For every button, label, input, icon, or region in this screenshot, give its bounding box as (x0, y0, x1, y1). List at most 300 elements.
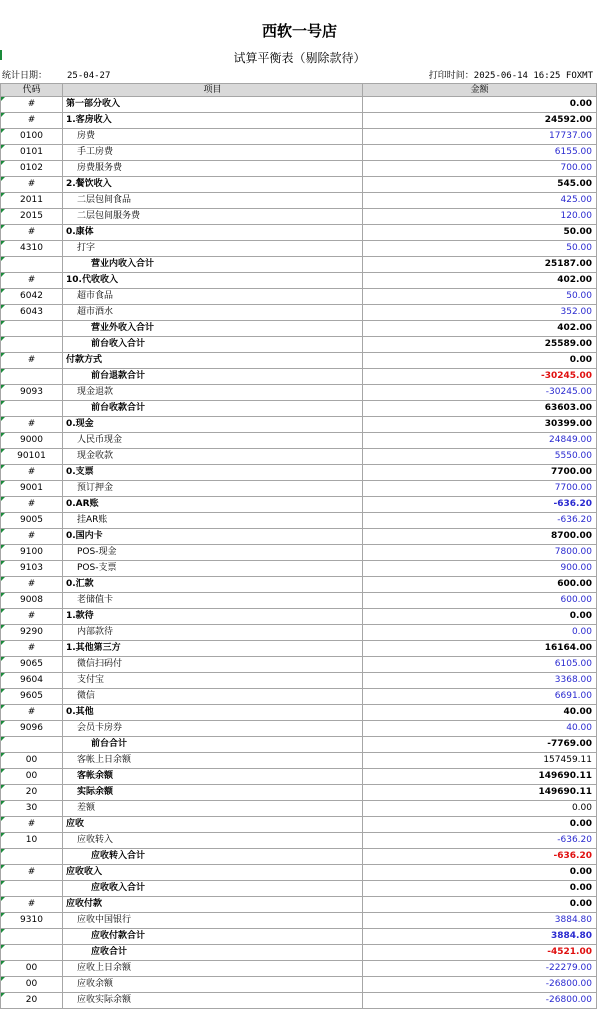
row-amount: 24592.00 (363, 113, 597, 129)
cell-marker-icon (1, 977, 5, 981)
row-item: 0.国内卡 (63, 529, 363, 545)
row-code (1, 529, 63, 545)
row-code-text: 9604 (20, 675, 43, 685)
cell-marker-icon (1, 497, 5, 501)
row-item: 前台合计 (63, 737, 363, 753)
row-code-text: 9008 (20, 595, 43, 605)
row-code-text: 2015 (20, 211, 43, 221)
row-item: 房费 (63, 129, 363, 145)
row-code-text: # (27, 99, 36, 109)
row-code (1, 913, 63, 929)
row-code-text: # (27, 643, 36, 653)
cell-marker-icon (1, 145, 5, 149)
row-code-text: # (27, 179, 36, 189)
table-row (1, 577, 597, 593)
row-item: 会员卡房券 (63, 721, 363, 737)
row-amount: 149690.11 (363, 769, 597, 785)
row-amount: 0.00 (363, 801, 597, 817)
row-code (1, 305, 63, 321)
row-code (1, 961, 63, 977)
cell-marker-icon (1, 417, 5, 421)
row-item: 微信扫码付 (63, 657, 363, 673)
column-header-amount: 金额 (363, 84, 597, 97)
row-amount: 6105.00 (363, 657, 597, 673)
row-item: 10.代收收入 (63, 273, 363, 289)
row-item: 付款方式 (63, 353, 363, 369)
row-code-text: 00 (25, 771, 38, 781)
table-row (1, 705, 597, 721)
cell-marker-icon (1, 625, 5, 629)
cell-marker-icon (1, 561, 5, 565)
row-amount: -26800.00 (363, 977, 597, 993)
row-code (1, 705, 63, 721)
row-code (1, 161, 63, 177)
row-code-text: 00 (25, 963, 38, 973)
table-row (1, 961, 597, 977)
row-amount: 600.00 (363, 577, 597, 593)
row-item: 营业外收入合计 (63, 321, 363, 337)
table-row (1, 929, 597, 945)
row-item: 超市酒水 (63, 305, 363, 321)
row-amount: 3884.80 (363, 913, 597, 929)
row-code-text: 6043 (20, 307, 43, 317)
row-code (1, 577, 63, 593)
row-amount: -30245.00 (363, 385, 597, 401)
row-item: 应收付款 (63, 897, 363, 913)
row-code-text: 9096 (20, 723, 43, 733)
row-code (1, 689, 63, 705)
row-code (1, 657, 63, 673)
row-code-text: 9001 (20, 483, 43, 493)
row-code (1, 817, 63, 833)
row-code-text: 30 (25, 803, 38, 813)
row-amount: 40.00 (363, 721, 597, 737)
table-row (1, 417, 597, 433)
table-row (1, 305, 597, 321)
row-item: 支付宝 (63, 673, 363, 689)
row-code (1, 321, 63, 337)
row-amount: 545.00 (363, 177, 597, 193)
cell-marker-icon (1, 177, 5, 181)
cell-marker-icon (1, 433, 5, 437)
row-item: POS-现金 (63, 545, 363, 561)
row-code (1, 241, 63, 257)
row-amount: 0.00 (363, 609, 597, 625)
row-code-text: 9005 (20, 515, 43, 525)
row-code (1, 673, 63, 689)
table-row (1, 625, 597, 641)
cell-marker-icon (1, 193, 5, 197)
row-amount: 120.00 (363, 209, 597, 225)
row-code (1, 945, 63, 961)
row-code (1, 977, 63, 993)
row-item: 应收实际余额 (63, 993, 363, 1009)
row-amount: 149690.11 (363, 785, 597, 801)
row-code-text: 9093 (20, 387, 43, 397)
row-code (1, 401, 63, 417)
table-row (1, 721, 597, 737)
row-code (1, 225, 63, 241)
row-code (1, 145, 63, 161)
row-code (1, 465, 63, 481)
row-code-text: 00 (25, 979, 38, 989)
row-code-text: # (27, 115, 36, 125)
row-amount: 25187.00 (363, 257, 597, 273)
row-item: 前台收入合计 (63, 337, 363, 353)
stat-date (2, 68, 110, 81)
row-code-text: 0101 (20, 147, 43, 157)
row-code (1, 513, 63, 529)
row-amount: 5550.00 (363, 449, 597, 465)
row-code (1, 737, 63, 753)
cell-marker-icon (1, 689, 5, 693)
row-code-text: 9103 (20, 563, 43, 573)
table-row (1, 945, 597, 961)
table-row (1, 353, 597, 369)
cell-marker-icon (1, 673, 5, 677)
row-code (1, 417, 63, 433)
row-item: 手工房费 (63, 145, 363, 161)
print-time (429, 68, 593, 81)
cell-marker-icon (1, 241, 5, 245)
cell-marker-icon (1, 225, 5, 229)
row-code-text: 90101 (17, 451, 46, 461)
row-item: 老储值卡 (63, 593, 363, 609)
table-row (1, 225, 597, 241)
table-row (1, 689, 597, 705)
cell-marker-icon (1, 833, 5, 837)
row-code (1, 993, 63, 1009)
table-row (1, 897, 597, 913)
row-item: 差额 (63, 801, 363, 817)
row-amount: 352.00 (363, 305, 597, 321)
cell-marker-icon (1, 577, 5, 581)
cell-marker-icon (1, 385, 5, 389)
cell-marker-icon (1, 593, 5, 597)
row-amount: 0.00 (363, 97, 597, 113)
table-row (1, 321, 597, 337)
table-row (1, 817, 597, 833)
row-code-text: 9065 (20, 659, 43, 669)
row-item: 应收 (63, 817, 363, 833)
row-code (1, 449, 63, 465)
row-code (1, 625, 63, 641)
row-code (1, 833, 63, 849)
row-item: 应收收入 (63, 865, 363, 881)
row-item: 现金退款 (63, 385, 363, 401)
cell-marker-icon (1, 337, 5, 341)
cell-marker-icon (1, 369, 5, 373)
cell-marker-icon (1, 817, 5, 821)
row-code-text: 9605 (20, 691, 43, 701)
cell-marker-icon (1, 305, 5, 309)
table-row (1, 833, 597, 849)
cell-marker-icon (1, 401, 5, 405)
row-amount: -30245.00 (363, 369, 597, 385)
row-item: 应收上日余额 (63, 961, 363, 977)
row-amount: 0.00 (363, 625, 597, 641)
row-code (1, 129, 63, 145)
row-code (1, 385, 63, 401)
table-row (1, 161, 597, 177)
row-code-text: # (27, 499, 36, 509)
row-item: 打字 (63, 241, 363, 257)
page-subtitle: 试算平衡表（剔除款待） (233, 51, 366, 65)
table-row (1, 593, 597, 609)
row-item: 0.汇款 (63, 577, 363, 593)
row-amount: 6691.00 (363, 689, 597, 705)
table-row (1, 401, 597, 417)
row-code-text: # (27, 819, 36, 829)
trial-balance-table (0, 83, 597, 1009)
row-code-text: # (27, 419, 36, 429)
row-amount: 0.00 (363, 897, 597, 913)
row-code-text: 00 (25, 755, 38, 765)
row-amount: 402.00 (363, 321, 597, 337)
row-amount: 0.00 (363, 881, 597, 897)
row-code (1, 801, 63, 817)
table-row (1, 977, 597, 993)
row-code (1, 897, 63, 913)
row-code-text: 9100 (20, 547, 43, 557)
cell-marker-icon (1, 161, 5, 165)
table-row (1, 673, 597, 689)
row-code (1, 193, 63, 209)
table-row (1, 497, 597, 513)
page-title: 西软一号店 (261, 22, 337, 40)
row-code-text: # (27, 611, 36, 621)
table-row (1, 481, 597, 497)
row-item: 前台退款合计 (63, 369, 363, 385)
row-code (1, 369, 63, 385)
row-code-text: # (27, 707, 36, 717)
row-item: 1.其他第三方 (63, 641, 363, 657)
row-code (1, 721, 63, 737)
row-code (1, 929, 63, 945)
row-item: 0.支票 (63, 465, 363, 481)
row-item: 内部款待 (63, 625, 363, 641)
row-amount: 17737.00 (363, 129, 597, 145)
print-time-label: 打印时间： (428, 71, 474, 81)
row-item: 人民币现金 (63, 433, 363, 449)
table-row (1, 913, 597, 929)
row-amount: 30399.00 (363, 417, 597, 433)
row-amount: 0.00 (363, 353, 597, 369)
row-code (1, 113, 63, 129)
cell-marker-icon (1, 113, 5, 117)
row-item: 应收付款合计 (63, 929, 363, 945)
row-amount: 425.00 (363, 193, 597, 209)
row-amount: 0.00 (363, 817, 597, 833)
table-row (1, 881, 597, 897)
table-row (1, 801, 597, 817)
table-row (1, 785, 597, 801)
row-code (1, 785, 63, 801)
row-code (1, 337, 63, 353)
table-row (1, 385, 597, 401)
row-code (1, 545, 63, 561)
row-item: 实际余额 (63, 785, 363, 801)
row-code (1, 97, 63, 113)
cell-marker-icon (1, 961, 5, 965)
row-amount: 402.00 (363, 273, 597, 289)
row-item: 0.现金 (63, 417, 363, 433)
table-row (1, 257, 597, 273)
table-row (1, 545, 597, 561)
row-amount: -636.20 (363, 513, 597, 529)
cell-marker-icon (1, 641, 5, 645)
row-code-text: # (27, 355, 36, 365)
row-code-text: # (27, 275, 36, 285)
table-row (1, 769, 597, 785)
row-amount: -4521.00 (363, 945, 597, 961)
row-item: 现金收款 (63, 449, 363, 465)
row-amount: 6155.00 (363, 145, 597, 161)
row-code-text: 9310 (20, 915, 43, 925)
table-row (1, 177, 597, 193)
cell-marker-icon (1, 737, 5, 741)
row-code-text: 20 (25, 995, 38, 1005)
cell-marker-icon (1, 449, 5, 453)
table-row (1, 561, 597, 577)
row-code (1, 433, 63, 449)
cell-marker-icon (1, 897, 5, 901)
row-item: 应收收入合计 (63, 881, 363, 897)
column-header-item: 项目 (63, 84, 363, 97)
row-code-text: # (27, 867, 36, 877)
row-amount: 50.00 (363, 225, 597, 241)
cell-marker-icon (1, 705, 5, 709)
row-item: 营业内收入合计 (63, 257, 363, 273)
table-row (1, 609, 597, 625)
row-item: 客帐余额 (63, 769, 363, 785)
row-item: 0.康体 (63, 225, 363, 241)
row-item: 客帐上日余额 (63, 753, 363, 769)
row-amount: 8700.00 (363, 529, 597, 545)
row-code (1, 561, 63, 577)
cell-marker-icon (1, 513, 5, 517)
table-row (1, 993, 597, 1009)
row-amount: -22279.00 (363, 961, 597, 977)
row-code-text: 0102 (20, 163, 43, 173)
print-time-value: 2025-06-14 16:25 FOXMT (473, 71, 593, 81)
cell-marker-icon (1, 129, 5, 133)
row-amount: -636.20 (363, 833, 597, 849)
table-header-row (1, 84, 597, 97)
cell-marker-icon (1, 209, 5, 213)
row-code-text: 9290 (20, 627, 43, 637)
cell-marker-icon (1, 353, 5, 357)
row-code (1, 641, 63, 657)
row-code (1, 881, 63, 897)
table-row (1, 849, 597, 865)
row-code-text: 10 (25, 835, 38, 845)
row-code (1, 497, 63, 513)
table-row (1, 449, 597, 465)
table-row (1, 289, 597, 305)
row-amount: 7700.00 (363, 465, 597, 481)
table-row (1, 737, 597, 753)
row-item: 二层包间食品 (63, 193, 363, 209)
row-item: 挂AR账 (63, 513, 363, 529)
cell-marker-icon (1, 785, 5, 789)
row-amount: 0.00 (363, 865, 597, 881)
cell-marker-icon (1, 753, 5, 757)
row-code (1, 753, 63, 769)
row-amount: -636.20 (363, 497, 597, 513)
table-row (1, 753, 597, 769)
cell-marker-icon (1, 529, 5, 533)
table-row (1, 513, 597, 529)
row-item: 应收中国银行 (63, 913, 363, 929)
table-row (1, 369, 597, 385)
table-row (1, 241, 597, 257)
row-item: 2.餐饮收入 (63, 177, 363, 193)
cell-marker-icon (1, 993, 5, 997)
table-row (1, 273, 597, 289)
table-row (1, 641, 597, 657)
column-header-code: 代码 (1, 84, 63, 97)
row-amount: 24849.00 (363, 433, 597, 449)
row-item: 前台收款合计 (63, 401, 363, 417)
row-code (1, 209, 63, 225)
row-code (1, 849, 63, 865)
row-item: 微信 (63, 689, 363, 705)
cell-marker-icon (1, 257, 5, 261)
row-code-text: 6042 (20, 291, 43, 301)
cell-marker-icon (1, 481, 5, 485)
table-row (1, 337, 597, 353)
row-item: 1.款待 (63, 609, 363, 625)
row-code (1, 273, 63, 289)
row-item: 1.客房收入 (63, 113, 363, 129)
row-item: 二层包间服务费 (63, 209, 363, 225)
cell-marker-icon (1, 865, 5, 869)
row-amount: 900.00 (363, 561, 597, 577)
row-item: 0.其他 (63, 705, 363, 721)
row-code-text: 9000 (20, 435, 43, 445)
cell-marker-icon (1, 465, 5, 469)
row-code-text: 20 (25, 787, 38, 797)
cell-marker-icon (1, 273, 5, 277)
stat-date-label: 统计日期： (2, 71, 48, 81)
row-amount: 50.00 (363, 241, 597, 257)
table-row (1, 529, 597, 545)
row-amount: 3368.00 (363, 673, 597, 689)
row-amount: 157459.11 (363, 753, 597, 769)
row-item: POS-支票 (63, 561, 363, 577)
table-row (1, 465, 597, 481)
row-code (1, 481, 63, 497)
table-row (1, 129, 597, 145)
row-code (1, 353, 63, 369)
stat-date-value: 25-04-27 (67, 71, 111, 81)
row-amount: 25589.00 (363, 337, 597, 353)
cell-marker-icon (1, 289, 5, 293)
row-item: 应收转入 (63, 833, 363, 849)
row-amount: 40.00 (363, 705, 597, 721)
cell-marker-icon (1, 945, 5, 949)
row-item: 预订押金 (63, 481, 363, 497)
row-amount: -7769.00 (363, 737, 597, 753)
row-code (1, 865, 63, 881)
row-amount: 700.00 (363, 161, 597, 177)
row-item: 应收余额 (63, 977, 363, 993)
row-item: 应收合计 (63, 945, 363, 961)
row-code (1, 289, 63, 305)
row-item: 房费服务费 (63, 161, 363, 177)
table-row (1, 145, 597, 161)
